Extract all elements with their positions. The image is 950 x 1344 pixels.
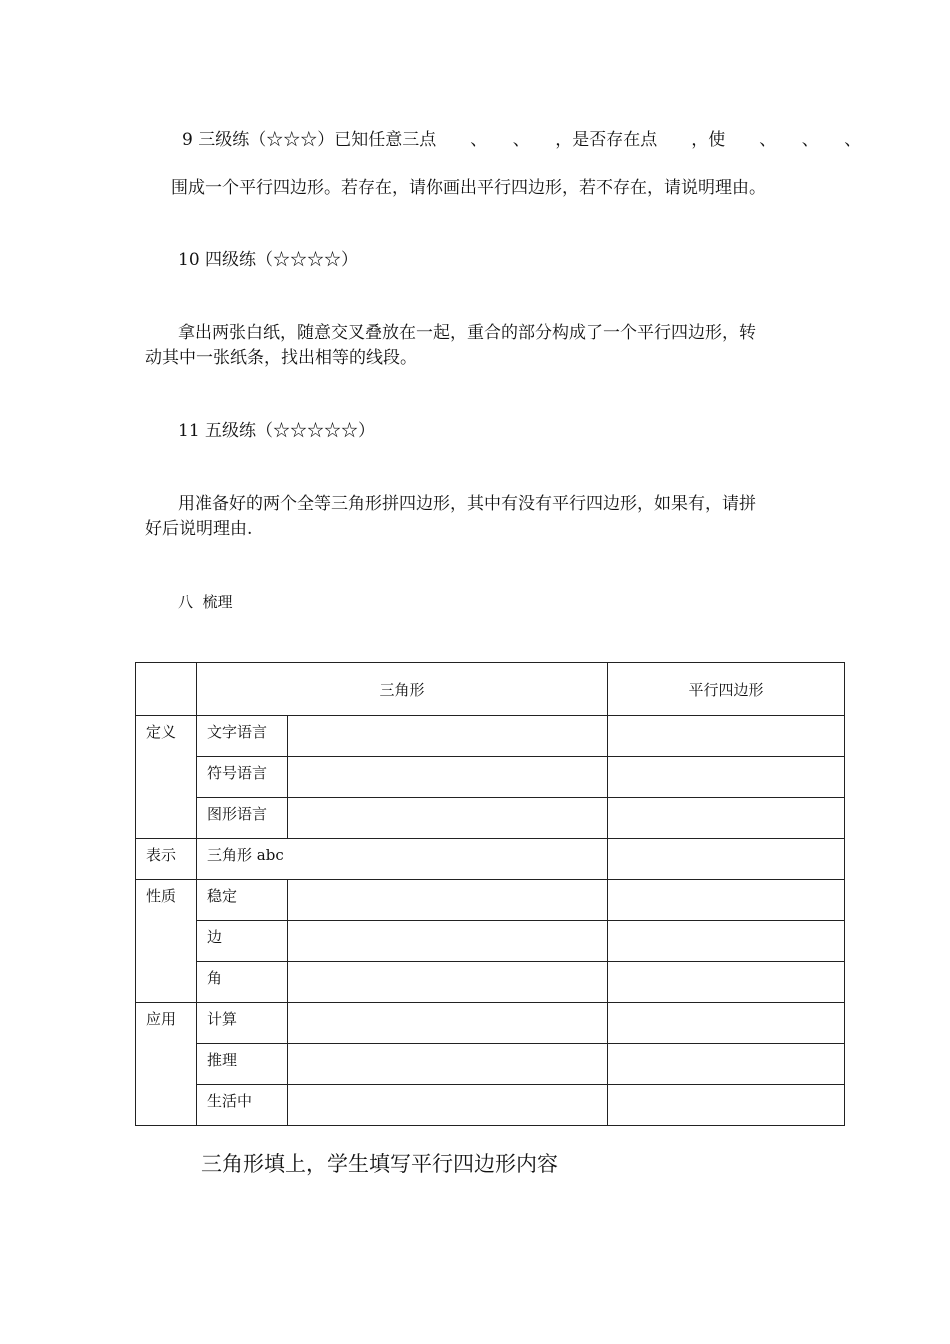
parallelogram-cell[interactable] xyxy=(608,798,845,839)
question-11-line-1: 用准备好的两个全等三角形拼四边形，其中有没有平行四边形，如果有，请拼 xyxy=(178,494,756,514)
properties-sublabel: 稳定 xyxy=(197,880,288,921)
triangle-cell xyxy=(288,798,608,839)
table-row xyxy=(136,962,845,1003)
triangle-cell xyxy=(288,1003,608,1044)
footer-note: 三角形填上，学生填写平行四边形内容 xyxy=(201,1152,558,1176)
row-label-definition: 定义 xyxy=(136,716,197,839)
table-corner-cell xyxy=(136,663,197,716)
parallelogram-cell[interactable] xyxy=(608,1003,845,1044)
triangle-cell xyxy=(288,757,608,798)
row-label-application: 应用 xyxy=(136,1003,197,1126)
table-row xyxy=(136,716,845,757)
question-11-line-2: 好后说明理由. xyxy=(145,519,253,539)
question-10-title: 10 四级练（☆☆☆☆） xyxy=(178,250,359,270)
section-title: 八 梳理 xyxy=(178,593,233,611)
parallelogram-cell[interactable] xyxy=(608,962,845,1003)
parallelogram-cell[interactable] xyxy=(608,716,845,757)
application-sublabel: 计算 xyxy=(197,1003,288,1044)
application-sublabel: 推理 xyxy=(197,1044,288,1085)
table-row xyxy=(136,757,845,798)
table-row xyxy=(136,1044,845,1085)
table-row xyxy=(136,1003,845,1044)
definition-sublabel: 图形语言 xyxy=(197,798,288,839)
table-row xyxy=(136,921,845,962)
question-9-line-2: 围成一个平行四边形。若存在，请你画出平行四边形，若不存在，请说明理由。 xyxy=(171,178,766,198)
question-10-line-2: 动其中一张纸条，找出相等的线段。 xyxy=(145,348,417,368)
definition-sublabel: 符号语言 xyxy=(197,757,288,798)
header-parallelogram: 平行四边形 xyxy=(608,663,845,716)
parallelogram-cell[interactable] xyxy=(608,921,845,962)
table-header-row xyxy=(136,663,845,716)
parallelogram-cell[interactable] xyxy=(608,757,845,798)
parallelogram-cell[interactable] xyxy=(608,1085,845,1126)
representation-triangle-cell: 三角形 abc xyxy=(197,839,608,880)
parallelogram-cell[interactable] xyxy=(608,1044,845,1085)
question-10-line-1: 拿出两张白纸，随意交叉叠放在一起，重合的部分构成了一个平行四边形，转 xyxy=(178,323,756,343)
properties-sublabel: 边 xyxy=(197,921,288,962)
table-row xyxy=(136,839,845,880)
row-label-properties: 性质 xyxy=(136,880,197,1003)
definition-sublabel: 文字语言 xyxy=(197,716,288,757)
triangle-cell xyxy=(288,962,608,1003)
parallelogram-cell[interactable] xyxy=(608,880,845,921)
row-label-representation: 表示 xyxy=(136,839,197,880)
triangle-cell xyxy=(288,921,608,962)
triangle-cell xyxy=(288,1085,608,1126)
application-sublabel: 生活中 xyxy=(197,1085,288,1126)
parallelogram-cell[interactable] xyxy=(608,839,845,880)
header-triangle: 三角形 xyxy=(197,663,608,716)
summary-table xyxy=(135,662,845,1126)
triangle-cell xyxy=(288,880,608,921)
triangle-cell xyxy=(288,716,608,757)
properties-sublabel: 角 xyxy=(197,962,288,1003)
triangle-cell xyxy=(288,1044,608,1085)
table-row xyxy=(136,880,845,921)
question-9-line-1: 9 三级练（☆☆☆）已知任意三点 、 、 ，是否存在点 ，使 、 、 、 xyxy=(182,130,862,150)
question-11-title: 11 五级练（☆☆☆☆☆） xyxy=(178,421,376,441)
table-row xyxy=(136,798,845,839)
table-row xyxy=(136,1085,845,1126)
